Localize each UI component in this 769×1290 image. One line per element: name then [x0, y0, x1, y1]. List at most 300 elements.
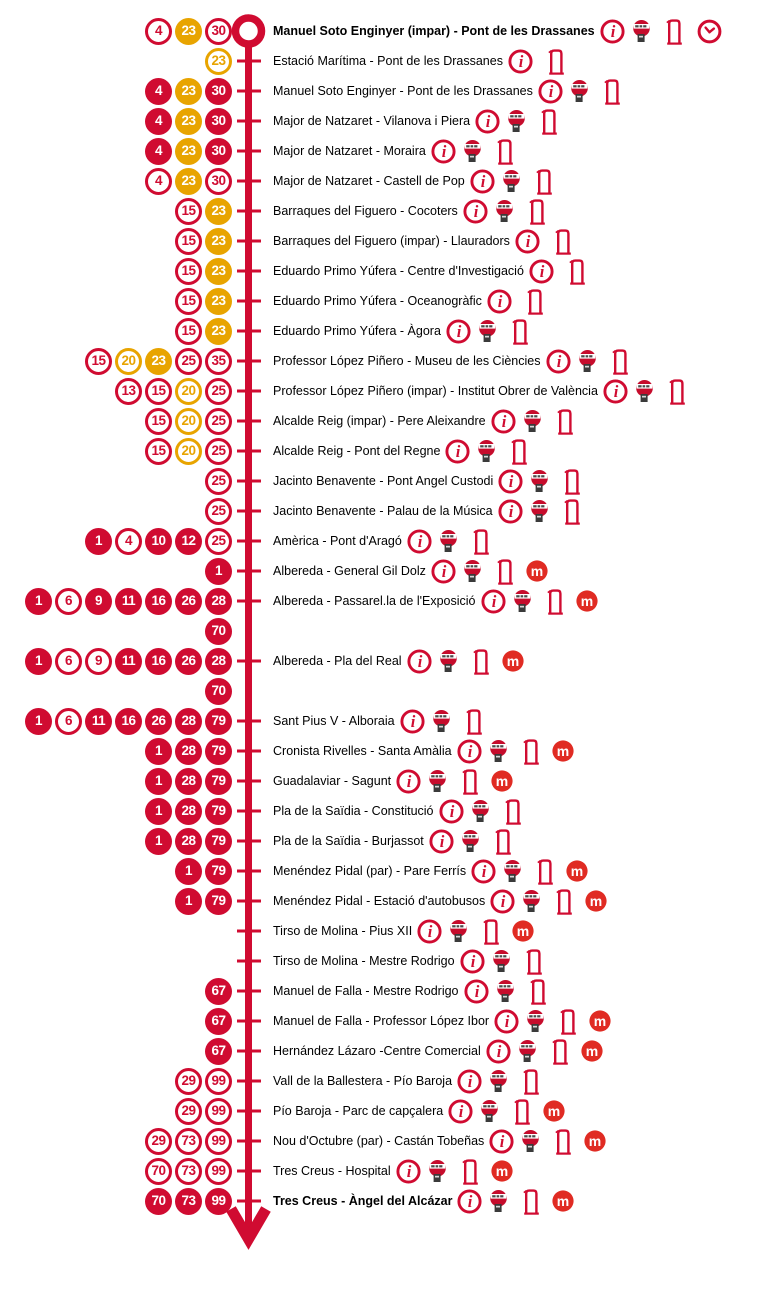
line-badge-29[interactable]: 29 — [145, 1128, 172, 1155]
info-icon[interactable] — [603, 379, 628, 404]
line-gap — [232, 76, 273, 106]
stop-post-icon[interactable] — [497, 558, 514, 585]
stop-content — [273, 228, 572, 255]
stop-label[interactable]: Pío Baroja - Parc de capçalera — [273, 1104, 444, 1118]
stop-post-icon[interactable] — [560, 1008, 577, 1035]
stop-post-icon[interactable] — [497, 138, 514, 165]
stop-label[interactable]: Eduardo Primo Yúfera - Oceanogràfic — [273, 294, 482, 308]
stop-tick — [237, 420, 261, 423]
info-icon[interactable] — [494, 1009, 519, 1034]
stop-content — [273, 1038, 603, 1065]
stop-post-icon[interactable] — [612, 348, 629, 375]
stop-post-icon[interactable] — [555, 228, 572, 255]
stop-label[interactable]: Albereda - General Gil Dolz — [273, 564, 426, 578]
stop-post-icon[interactable] — [473, 648, 490, 675]
svg-text:i: i — [467, 741, 472, 761]
bus-stop-machine-icon[interactable] — [432, 710, 451, 732]
info-icon[interactable] — [457, 1189, 482, 1214]
line-badge-15[interactable]: 15 — [175, 258, 202, 285]
svg-text:i: i — [556, 351, 561, 371]
metro-icon[interactable] — [502, 650, 524, 672]
stop-content — [273, 468, 581, 495]
bus-stop-machine-icon[interactable] — [489, 1070, 508, 1092]
line-badge-23[interactable]: 23 — [175, 168, 202, 195]
line-badge-1[interactable]: 1 — [25, 648, 52, 675]
info-icon[interactable] — [487, 289, 512, 314]
stop-label[interactable]: Manuel de Falla - Mestre Rodrigo — [273, 984, 459, 998]
info-icon[interactable] — [439, 799, 464, 824]
line-badge-11[interactable]: 11 — [115, 648, 142, 675]
stop-post-icon[interactable] — [569, 258, 586, 285]
line-badges — [0, 438, 232, 465]
svg-text:i: i — [491, 591, 496, 611]
info-icon[interactable] — [400, 709, 425, 734]
bus-stop-machine-icon[interactable] — [478, 320, 497, 342]
line-badge-11[interactable]: 11 — [115, 588, 142, 615]
stop-label[interactable]: Professor López Piñero - Museu de les Ciències — [273, 354, 541, 368]
bus-stop-machine-icon[interactable] — [477, 440, 496, 462]
stop-label[interactable]: Major de Natzaret - Moraira — [273, 144, 426, 158]
bus-stop-machine-icon[interactable] — [449, 920, 468, 942]
info-icon[interactable] — [457, 739, 482, 764]
line-badge-16[interactable]: 16 — [145, 648, 172, 675]
metro-icon[interactable] — [512, 920, 534, 942]
metro-icon[interactable] — [566, 860, 588, 882]
metro-icon[interactable] — [576, 590, 598, 612]
stop-label[interactable]: Alcalde Reig (impar) - Pere Aleixandre — [273, 414, 486, 428]
line-badge-73[interactable]: 73 — [175, 1188, 202, 1215]
info-icon[interactable] — [407, 529, 432, 554]
stop-post-icon[interactable] — [483, 918, 500, 945]
line-badge-79[interactable]: 79 — [205, 858, 232, 885]
stop-label[interactable]: Manuel de Falla - Professor López Ibor — [273, 1014, 490, 1028]
line-badge-1[interactable]: 1 — [145, 798, 172, 825]
stop-label[interactable]: Eduardo Primo Yúfera - Centre d'Investigació — [273, 264, 524, 278]
stop-label[interactable]: Tres Creus - Hospital — [273, 1164, 391, 1178]
line-badge-6[interactable]: 6 — [55, 708, 82, 735]
metro-icon[interactable] — [581, 1040, 603, 1062]
stop-post-icon[interactable] — [511, 438, 528, 465]
info-icon[interactable] — [498, 469, 523, 494]
stop-label[interactable]: Major de Natzaret - Castell de Pop — [273, 174, 465, 188]
info-icon[interactable] — [546, 349, 571, 374]
stop-label[interactable]: Jacinto Benavente - Palau de la Música — [273, 504, 493, 518]
line-gap — [232, 736, 273, 766]
bus-stop-machine-icon[interactable] — [463, 140, 482, 162]
line-badge-1[interactable]: 1 — [25, 588, 52, 615]
clock-icon[interactable] — [697, 19, 722, 44]
line-badge-25[interactable]: 25 — [205, 468, 232, 495]
stop-label[interactable]: Alcalde Reig - Pont del Regne — [273, 444, 441, 458]
line-badges — [0, 498, 232, 525]
info-icon[interactable] — [498, 499, 523, 524]
stop-post-icon[interactable] — [555, 1128, 572, 1155]
line-badge-67[interactable]: 67 — [205, 1038, 232, 1065]
info-icon[interactable] — [396, 1159, 421, 1184]
line-badge-30[interactable]: 30 — [205, 18, 232, 45]
stop-label[interactable]: Jacinto Benavente - Pont Angel Custodi — [273, 474, 494, 488]
stop-label[interactable]: Menéndez Pidal - Estació d'autobusos — [273, 894, 486, 908]
info-icon[interactable] — [429, 829, 454, 854]
line-badge-79[interactable]: 79 — [205, 828, 232, 855]
stop-content — [273, 558, 548, 585]
bus-stop-machine-icon[interactable] — [489, 1190, 508, 1212]
line-badge-30[interactable]: 30 — [205, 78, 232, 105]
stop-label[interactable]: Vall de la Ballestera - Pío Baroja — [273, 1074, 453, 1088]
line-badge-26[interactable]: 26 — [175, 588, 202, 615]
stop-label[interactable]: Manuel Soto Enginyer (impar) - Pont de les Drassanes — [273, 24, 595, 38]
info-icon[interactable] — [515, 229, 540, 254]
line-badges — [0, 858, 232, 885]
bus-stop-machine-icon[interactable] — [480, 1100, 499, 1122]
info-icon[interactable] — [463, 199, 488, 224]
line-badge-15[interactable]: 15 — [85, 348, 112, 375]
line-badge-25[interactable]: 25 — [205, 378, 232, 405]
stop-post-icon[interactable] — [556, 888, 573, 915]
line-badge-1[interactable]: 1 — [145, 828, 172, 855]
stop-label[interactable]: Sant Pius V - Alboraia — [273, 714, 395, 728]
bus-stop-machine-icon[interactable] — [503, 860, 522, 882]
metro-icon[interactable] — [585, 890, 607, 912]
line-badge-73[interactable]: 73 — [175, 1128, 202, 1155]
bus-stop-machine-icon[interactable] — [471, 800, 490, 822]
line-badge-15[interactable]: 15 — [145, 438, 172, 465]
line-badge-1[interactable]: 1 — [175, 888, 202, 915]
line-badge-28[interactable]: 28 — [175, 828, 202, 855]
line-badge-99[interactable]: 99 — [205, 1068, 232, 1095]
line-badge-1[interactable]: 1 — [205, 558, 232, 585]
stop-post-icon[interactable] — [530, 978, 547, 1005]
svg-text:m: m — [556, 742, 569, 759]
stop-post-icon[interactable] — [462, 768, 479, 795]
line-badge-1[interactable]: 1 — [145, 768, 172, 795]
line-badge-25[interactable]: 25 — [205, 528, 232, 555]
line-badge-23[interactable]: 23 — [175, 78, 202, 105]
line-badge-1[interactable]: 1 — [85, 528, 112, 555]
info-icon[interactable] — [457, 1069, 482, 1094]
info-icon[interactable] — [475, 109, 500, 134]
stop-content — [273, 948, 543, 975]
bus-stop-machine-icon[interactable] — [461, 830, 480, 852]
line-badge-6[interactable]: 6 — [55, 588, 82, 615]
line-badge-25[interactable]: 25 — [175, 348, 202, 375]
line-badge-99[interactable]: 99 — [205, 1128, 232, 1155]
bus-stop-machine-icon[interactable] — [526, 1010, 545, 1032]
stop-label[interactable]: Tirso de Molina - Pius XII — [273, 924, 413, 938]
line-gap — [232, 1006, 273, 1036]
line-badge-15[interactable]: 15 — [175, 228, 202, 255]
info-icon[interactable] — [407, 649, 432, 674]
bus-stop-machine-icon[interactable] — [570, 80, 589, 102]
line-badge-4[interactable]: 4 — [145, 168, 172, 195]
stop-label[interactable]: Eduardo Primo Yúfera - Àgora — [273, 324, 441, 338]
bus-stop-machine-icon[interactable] — [439, 650, 458, 672]
stop-label[interactable]: Nou d'Octubre (par) - Castán Tobeñas — [273, 1134, 485, 1148]
stop-content — [273, 1008, 611, 1035]
line-badge-28[interactable]: 28 — [175, 708, 202, 735]
stop-post-icon[interactable] — [666, 18, 683, 45]
stop-post-icon[interactable] — [536, 168, 553, 195]
line-badge-15[interactable]: 15 — [175, 288, 202, 315]
line-badge-4[interactable]: 4 — [145, 108, 172, 135]
stop-row-terminal — [0, 16, 769, 46]
stop-post-icon[interactable] — [537, 858, 554, 885]
stop-post-icon[interactable] — [523, 1068, 540, 1095]
line-badge-1[interactable]: 1 — [25, 708, 52, 735]
line-badge-28[interactable]: 28 — [205, 648, 232, 675]
line-badge-28[interactable]: 28 — [175, 738, 202, 765]
stop-row — [0, 1096, 769, 1126]
stop-label[interactable]: Major de Natzaret - Vilanova i Piera — [273, 114, 471, 128]
info-icon[interactable] — [490, 889, 515, 914]
info-icon[interactable] — [481, 589, 506, 614]
info-icon[interactable] — [417, 919, 442, 944]
stop-content — [273, 708, 483, 735]
info-icon[interactable] — [464, 979, 489, 1004]
bus-stop-machine-icon[interactable] — [507, 110, 526, 132]
line-badge-23[interactable]: 23 — [205, 258, 232, 285]
bus-stop-machine-icon[interactable] — [518, 1040, 537, 1062]
info-icon[interactable] — [470, 169, 495, 194]
line-badge-30[interactable]: 30 — [205, 138, 232, 165]
info-icon[interactable] — [489, 1129, 514, 1154]
line-badge-99[interactable]: 99 — [205, 1188, 232, 1215]
line-badges — [0, 708, 232, 735]
line-badge-70[interactable]: 70 — [145, 1188, 172, 1215]
stop-post-icon[interactable] — [541, 108, 558, 135]
bus-stop-machine-icon[interactable] — [439, 530, 458, 552]
info-icon[interactable] — [600, 19, 625, 44]
stop-content — [273, 768, 513, 795]
line-badge-11[interactable]: 11 — [85, 708, 112, 735]
bus-stop-machine-icon[interactable] — [530, 470, 549, 492]
line-badge-29[interactable]: 29 — [175, 1098, 202, 1125]
line-badge-26[interactable]: 26 — [175, 648, 202, 675]
line-badge-23[interactable]: 23 — [175, 138, 202, 165]
line-badge-70[interactable]: 70 — [205, 618, 232, 645]
line-badge-23[interactable]: 23 — [205, 228, 232, 255]
stop-row — [0, 346, 769, 376]
stop-label[interactable]: Hernández Lázaro -Centre Comercial — [273, 1044, 481, 1058]
metro-icon[interactable] — [552, 1190, 574, 1212]
stop-post-icon[interactable] — [527, 288, 544, 315]
line-badge-4[interactable]: 4 — [145, 78, 172, 105]
line-badge-16[interactable]: 16 — [115, 708, 142, 735]
info-icon[interactable] — [491, 409, 516, 434]
bus-stop-machine-icon[interactable] — [502, 170, 521, 192]
stop-post-icon[interactable] — [523, 1188, 540, 1215]
line-badges — [0, 168, 232, 195]
stop-row — [0, 646, 769, 676]
line-badge-23[interactable]: 23 — [205, 318, 232, 345]
stop-label[interactable]: Albereda - Pla del Real — [273, 654, 402, 668]
stop-post-icon[interactable] — [523, 738, 540, 765]
line-badge-9[interactable]: 9 — [85, 648, 112, 675]
stop-label[interactable]: Guadalaviar - Sagunt — [273, 774, 392, 788]
line-badge-4[interactable]: 4 — [145, 138, 172, 165]
info-icon[interactable] — [486, 1039, 511, 1064]
line-badge-30[interactable]: 30 — [205, 108, 232, 135]
line-badge-20[interactable]: 20 — [115, 348, 142, 375]
line-badge-15[interactable]: 15 — [175, 318, 202, 345]
line-badge-1[interactable]: 1 — [145, 738, 172, 765]
svg-text:i: i — [406, 771, 412, 791]
line-badge-30[interactable]: 30 — [205, 168, 232, 195]
line-badge-67[interactable]: 67 — [205, 978, 232, 1005]
stop-label[interactable]: Estació Marítima - Pont de les Drassanes — [273, 54, 503, 68]
metro-icon[interactable] — [491, 1160, 513, 1182]
stop-label[interactable]: Barraques del Figuero - Cocoters — [273, 204, 458, 218]
line-badge-67[interactable]: 67 — [205, 1008, 232, 1035]
line-badge-20[interactable]: 20 — [175, 378, 202, 405]
metro-icon[interactable] — [491, 770, 513, 792]
bus-stop-machine-icon[interactable] — [522, 890, 541, 912]
stop-label[interactable]: Pla de la Saïdia - Burjassot — [273, 834, 424, 848]
stop-post-icon[interactable] — [505, 798, 522, 825]
bus-stop-machine-icon[interactable] — [632, 20, 651, 42]
line-badge-20[interactable]: 20 — [175, 438, 202, 465]
line-badge-79[interactable]: 79 — [205, 888, 232, 915]
info-icon[interactable] — [431, 559, 456, 584]
line-badge-25[interactable]: 25 — [205, 408, 232, 435]
svg-text:m: m — [580, 592, 593, 609]
metro-icon[interactable] — [584, 1130, 606, 1152]
stop-post-icon[interactable] — [557, 408, 574, 435]
stop-tick — [237, 450, 261, 453]
stop-post-icon[interactable] — [564, 498, 581, 525]
bus-stop-machine-icon[interactable] — [489, 740, 508, 762]
line-badge-15[interactable]: 15 — [145, 408, 172, 435]
info-icon[interactable] — [538, 79, 563, 104]
line-badge-28[interactable]: 28 — [175, 768, 202, 795]
line-badge-23[interactable]: 23 — [205, 198, 232, 225]
stop-post-icon[interactable] — [552, 1038, 569, 1065]
stop-row — [0, 406, 769, 436]
stop-post-icon[interactable] — [548, 48, 565, 75]
stop-post-icon[interactable] — [466, 708, 483, 735]
bus-stop-machine-icon[interactable] — [530, 500, 549, 522]
stop-label[interactable]: Pla de la Saïdia - Constitució — [273, 804, 434, 818]
bus-stop-machine-icon[interactable] — [523, 410, 542, 432]
line-badges — [0, 558, 232, 585]
stop-label[interactable]: Tirso de Molina - Mestre Rodrigo — [273, 954, 455, 968]
bus-stop-machine-icon[interactable] — [495, 200, 514, 222]
line-badge-9[interactable]: 9 — [85, 588, 112, 615]
line-badge-70[interactable]: 70 — [205, 678, 232, 705]
stop-label[interactable]: Albereda - Passarel.la de l'Exposició — [273, 594, 476, 608]
stop-post-icon[interactable] — [547, 588, 564, 615]
svg-text:i: i — [500, 891, 506, 911]
bus-stop-machine-icon[interactable] — [521, 1130, 540, 1152]
info-icon[interactable] — [431, 139, 456, 164]
stop-post-icon[interactable] — [564, 468, 581, 495]
line-badge-10[interactable]: 10 — [145, 528, 172, 555]
stop-label[interactable]: Barraques del Figuero (impar) - Llauradors — [273, 234, 510, 248]
line-badge-99[interactable]: 99 — [205, 1158, 232, 1185]
bus-stop-machine-icon[interactable] — [492, 950, 511, 972]
line-badge-23[interactable]: 23 — [175, 108, 202, 135]
line-badge-15[interactable]: 15 — [145, 378, 172, 405]
line-badge-73[interactable]: 73 — [175, 1158, 202, 1185]
stop-post-icon[interactable] — [604, 78, 621, 105]
info-icon[interactable] — [508, 49, 533, 74]
line-badge-13[interactable]: 13 — [115, 378, 142, 405]
line-badge-4[interactable]: 4 — [145, 18, 172, 45]
stop-post-icon[interactable] — [462, 1158, 479, 1185]
info-icon[interactable] — [445, 439, 470, 464]
stop-post-icon[interactable] — [473, 528, 490, 555]
line-badge-1[interactable]: 1 — [175, 858, 202, 885]
line-badge-15[interactable]: 15 — [175, 198, 202, 225]
line-badge-23[interactable]: 23 — [205, 288, 232, 315]
info-icon[interactable] — [446, 319, 471, 344]
bus-stop-machine-icon[interactable] — [428, 1160, 447, 1182]
line-badge-79[interactable]: 79 — [205, 708, 232, 735]
metro-icon[interactable] — [543, 1100, 565, 1122]
line-badge-79[interactable]: 79 — [205, 738, 232, 765]
stop-label[interactable]: Manuel Soto Enginyer - Pont de les Drassanes — [273, 84, 533, 98]
info-icon[interactable] — [471, 859, 496, 884]
line-badge-28[interactable]: 28 — [205, 588, 232, 615]
bus-stop-machine-icon[interactable] — [578, 350, 597, 372]
line-badge-25[interactable]: 25 — [205, 438, 232, 465]
info-icon[interactable] — [460, 949, 485, 974]
stop-post-icon[interactable] — [669, 378, 686, 405]
svg-text:m: m — [495, 772, 509, 789]
info-icon[interactable] — [529, 259, 554, 284]
bus-stop-machine-icon[interactable] — [635, 380, 654, 402]
line-badge-23[interactable]: 23 — [175, 18, 202, 45]
line-badge-25[interactable]: 25 — [205, 498, 232, 525]
stop-label[interactable]: Cronista Rivelles - Santa Amàlia — [273, 744, 452, 758]
info-icon[interactable] — [448, 1099, 473, 1124]
stop-label[interactable]: Tres Creus - Àngel del Alcázar — [273, 1194, 453, 1208]
stop-post-icon[interactable] — [514, 1098, 531, 1125]
info-icon[interactable] — [396, 769, 421, 794]
line-badges — [0, 318, 232, 345]
line-badge-12[interactable]: 12 — [175, 528, 202, 555]
stop-label[interactable]: Menéndez Pidal (par) - Pare Ferrís — [273, 864, 467, 878]
line-badge-79[interactable]: 79 — [205, 798, 232, 825]
stop-post-icon[interactable] — [512, 318, 529, 345]
line-badge-35[interactable]: 35 — [205, 348, 232, 375]
line-badge-23[interactable]: 23 — [145, 348, 172, 375]
line-badge-29[interactable]: 29 — [175, 1068, 202, 1095]
bus-stop-machine-icon[interactable] — [496, 980, 515, 1002]
line-badge-16[interactable]: 16 — [145, 588, 172, 615]
line-badge-99[interactable]: 99 — [205, 1098, 232, 1125]
bus-stop-machine-icon[interactable] — [513, 590, 532, 612]
bus-stop-machine-icon[interactable] — [463, 560, 482, 582]
stop-post-icon[interactable] — [526, 948, 543, 975]
bus-stop-machine-icon[interactable] — [428, 770, 447, 792]
line-badge-6[interactable]: 6 — [55, 648, 82, 675]
stop-label[interactable]: Amèrica - Pont d'Aragó — [273, 534, 402, 548]
stop-post-icon[interactable] — [529, 198, 546, 225]
line-badge-79[interactable]: 79 — [205, 768, 232, 795]
metro-icon[interactable] — [552, 740, 574, 762]
metro-icon[interactable] — [589, 1010, 611, 1032]
metro-icon[interactable] — [526, 560, 548, 582]
stop-post-icon[interactable] — [495, 828, 512, 855]
line-badge-26[interactable]: 26 — [145, 708, 172, 735]
line-badge-20[interactable]: 20 — [175, 408, 202, 435]
line-badge-4[interactable]: 4 — [115, 528, 142, 555]
line-badge-28[interactable]: 28 — [175, 798, 202, 825]
line-badge-23[interactable]: 23 — [205, 48, 232, 75]
stop-label[interactable]: Professor López Piñero (impar) - Institut Obrer de València — [273, 384, 598, 398]
line-badge-70[interactable]: 70 — [145, 1158, 172, 1185]
